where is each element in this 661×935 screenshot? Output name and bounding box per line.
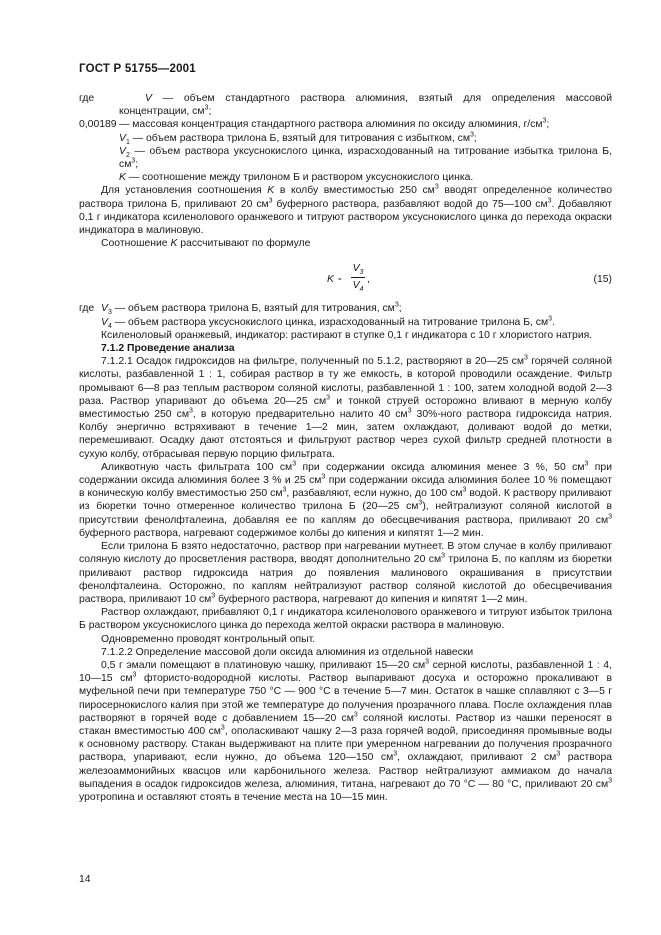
document-header: ГОСТ Р 51755—2001 bbox=[79, 63, 196, 75]
paragraph-control: Одновременно проводят контрольный опыт. bbox=[101, 633, 316, 645]
paragraph-indicator: Ксиленоловый оранжевый, индикатор: растирают в ступке 0,1 г индикатора с 10 г хлористого натрия. bbox=[101, 329, 593, 341]
formula-fraction: $V_3$ $V_4$ bbox=[352, 263, 364, 293]
page-number: 14 bbox=[79, 874, 91, 885]
paragraph-7-1-2-1: 7.1.2.1 Осадок гидроксидов на фильтре, полученный по 5.1.2, растворяют в 20—25 $см^3$ горячей соляной кислоты, разбавленной 1 : 1, собирая раствор в ту же емкость, в которой проводили осаждение. Фильтр промывают 6—8 раз теплым раствором соляной кислоты, разбавленной 1 : 100, затем холодной водой 2—3 раза. Раствор упаривают до объема 20—25 $см^3$ и тонкой струей осторожно вливают в мерную колбу вместимостью 250 $см^3$, в которую предварительно налито 40 $см^3$ 30%-ного раствора гидроксида натрия. Колбу энергично встряхивают в течение 1—2 мин, затем охлаждают, доливают водой до метки, перемешивают. Осадку дают отстояться и фильтруют раствор через сухой фильтр средней плотности в сухую колбу, отбрасывая первую порцию фильтрата. bbox=[79, 354, 612, 460]
definition-row: где V — объем стандартного раствора алюминия, взятый для определения массовой концентрации, $см^3$; bbox=[79, 93, 612, 118]
document-body bbox=[79, 92, 612, 804]
definition-row: $V_2$ — объем раствора уксуснокислого цинка, израсходованный на титрование избытка трилона Б, $см^3$; bbox=[119, 145, 612, 171]
definition-row: где $V_3$ — объем раствора трилона Б, взятый для титрования, $см^3$; bbox=[79, 301, 402, 317]
formula-15: K = $V_3$ $V_4$ , (15) bbox=[327, 263, 612, 293]
paragraph-enamel: 0,5 г эмали помещают в платиновую чашку, приливают 15—20 $см^3$ серной кислоты, разбавленной 1 : 4, 10—15 $см^3$ фтористо-водородной кислоты. Раствор выпаривают досуха и осторожно прокаливают в муфельной печи при температуре 750 °С — 900 °С в течение 5—7 мин. Остаток в чашке сплавляют с 3—5 г пиросернокислого калия при этой же температуре до получения прозрачного плава. После охлаждения плав растворяют в горячей воде с добавлением 15—20 $см^3$ соляной кислоты. Раствор из чашки переносят в стакан вместимостью 400 $см^3$, ополаскивают чашку 2—3 раза горячей водой, присоединяя промывные воды к основному раствору. Стакан выдерживают на плите при умеренном нагревании до получения прозрачного раствора, упаривают, если нужно, до объема 120—150 $см^3$, охлаждают, приливают 2 $см^3$ раствора железоаммонийных квасцов или карбонильного железа. Раствор нейтрализуют аммиаком до начала выпадения в осадок гидроксидов железа, алюминия, титана, нагревают до 70 °С — 80 °С, приливают 20 $см^3$ уротропина и оставляют стоять в течение места на 10—15 мин. bbox=[79, 658, 613, 803]
definitions-block-1 bbox=[79, 92, 612, 184]
definitions-block-2 bbox=[79, 302, 612, 328]
paragraph-aliquot: Аликвотную часть фильтрата 100 $см^3$ при содержании оксида алюминия менее 3 %, 50 $см^3$ при содержании оксида алюминия более 3 % и 25 $см^3$ при содержании оксида алюминия более 10 % помещают в коническую колбу вместимостью 250 $см^3$, разбавляют, если нужно, до 100 $см^3$ водой. К раствору приливают из бюретки точно отмеренное количество трилона Б (20—25 $см^3$), нейтрализуют соляной кислотой в присутствии фенолфталеина, добавляя ее по каплям до обесцвечивания раствора, приливают 20 $см^3$ буферного раствора, нагревают содержимое колбы до кипения и кипятят 1—2 мин. bbox=[79, 460, 613, 539]
paragraph-7-1-2-2: 7.1.2.2 Определение массовой доли оксида алюминия из отдельной навески bbox=[101, 646, 474, 658]
section-heading-7-1-2: 7.1.2 Проведение анализа bbox=[101, 343, 235, 355]
paragraph-cooling: Раствор охлаждают, прибавляют 0,1 г индикатора ксиленолового оранжевого и титруют избыток трилона Б раствором уксуснокислого цинка до перехода желтой окраски раствора в малиновую. bbox=[79, 607, 612, 632]
definition-row: 0,00189 — массовая концентрация стандартного раствора алюминия по оксиду алюминия, $г/см^3$; bbox=[79, 117, 550, 131]
definition-row: $V_4$ — объем раствора уксуснокислого цинка, израсходованный на титрование трилона Б, $см^3$. bbox=[101, 315, 555, 330]
paragraph-ratio-setup: Для установления соотношения K в колбу вместимостью 250 $см^3$ вводят определенное количество раствора трилона Б, приливают 20 $см^3$ буферного раствора, разбавляют водой до 75—100 $см^3$. Добавляют 0,1 г индикатора ксиленолового оранжевого и титруют раствором уксуснокислого цинка до перехода окраски индикатора в малиновую. bbox=[79, 183, 612, 237]
paragraph-formula-intro: Соотношение K рассчитывают по формуле bbox=[101, 238, 311, 250]
definition-row: K — соотношение между трилоном Б и раствором уксуснокислого цинка. bbox=[119, 172, 474, 184]
definition-row: $V_1$ — объем раствора трилона Б, взятый для титрования с избытком, $см^3$; bbox=[119, 131, 477, 146]
paragraph-insufficient-trilon: Если трилона Б взято недостаточно, раствор при нагревании мутнеет. В этом случае в колбу приливают соляную кислоту до просветления раствора, вводят дополнительно 20 $см^3$ трилона Б, по каплям из бюретки приливают раствор гидроксида натрия до появления малинового окрашивания в присутствии фенолфталеина. Осторожно, по каплям нейтрализуют раствор соляной кислотой до обесцвечивания раствора, приливают 10 $см^3$ буферного раствора, нагревают до кипения и кипятят 1—2 мин. bbox=[79, 541, 612, 605]
formula-number: (15) bbox=[593, 274, 612, 286]
